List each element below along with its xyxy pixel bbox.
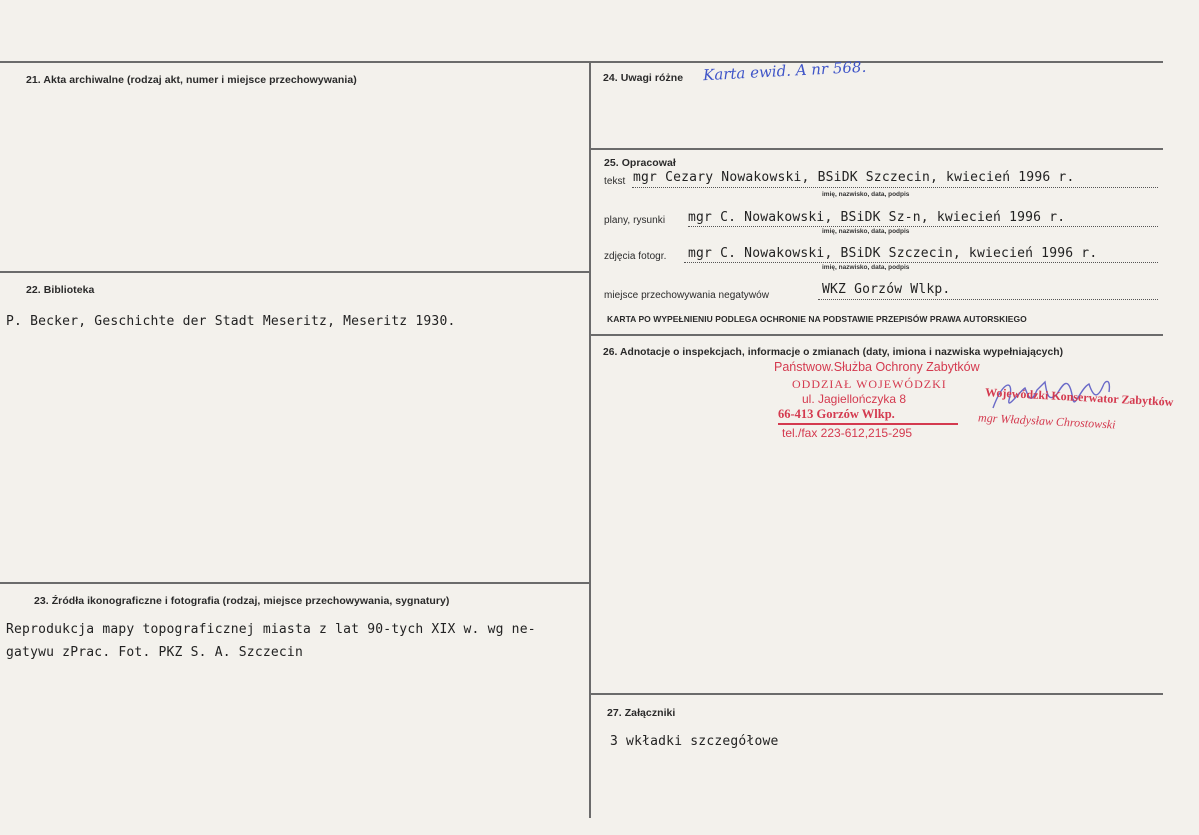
office-stamp — [766, 360, 980, 440]
office-stamp-line4: 66-413 Gorzów Wlkp. — [778, 407, 895, 421]
office-stamp-rule — [778, 423, 958, 425]
top-rule — [0, 61, 1163, 63]
center-divider — [589, 61, 591, 818]
plany-dotline — [688, 226, 1158, 227]
section-23-line1: Reprodukcja mapy topograficznej miasta z lat 90-tych XIX w. wg ne- — [6, 622, 536, 637]
negatywy-label: miejsce przechowywania negatywów — [604, 290, 770, 301]
conservator-stamp-title: Wojewódzki Konserwator Zabytków — [984, 385, 1174, 409]
rule-22-23 — [0, 582, 590, 584]
section-27-label: 27. Załączniki — [607, 707, 676, 719]
rule-24-25 — [590, 148, 1163, 150]
plany-hint: imię, nazwisko, data, podpis — [822, 228, 910, 235]
zdjecia-dotline — [684, 262, 1158, 263]
section-24-label: 24. Uwagi różne — [603, 72, 684, 84]
copyright-note: KARTA PO WYPEŁNIENIU PODLEGA OCHRONIE NA PODSTAWIE PRZEPISÓW PRAWA AUTORSKIEGO — [607, 314, 1027, 324]
tekst-dotline — [632, 187, 1158, 188]
plany-label: plany, rysunki — [604, 215, 666, 226]
tekst-label: tekst — [604, 176, 626, 187]
rule-26-27 — [590, 693, 1163, 695]
zdjecia-label: zdjęcia fotogr. — [604, 251, 667, 262]
section-23-label: 23. Źródła ikonograficzne i fotografia (rodzaj, miejsce przechowywania, sygnatury) — [34, 595, 450, 607]
section-25-label: 25. Opracował — [604, 157, 676, 169]
rule-21-22 — [0, 271, 590, 273]
office-stamp-line5: tel./fax 223-612,215-295 — [782, 426, 913, 440]
office-stamp-line3: ul. Jagiellończyka 8 — [802, 392, 907, 406]
office-stamp-line2: ODDZIAŁ WOJEWÓDZKI — [792, 377, 947, 391]
tekst-value: mgr Cezary Nowakowski, BSiDK Szczecin, kwiecień 1996 r. — [633, 170, 1075, 185]
section-24-handwritten-note: Karta ewid. A nr 568. — [702, 57, 867, 85]
section-22-content: P. Becker, Geschichte der Stadt Meseritz, Meseritz 1930. — [6, 314, 456, 329]
tekst-hint: imię, nazwisko, data, podpis — [822, 191, 910, 198]
section-23-line2: gatywu zPrac. Fot. PKZ S. A. Szczecin — [6, 645, 303, 660]
section-21-label: 21. Akta archiwalne (rodzaj akt, numer i miejsce przechowywania) — [26, 74, 357, 86]
rule-25-26 — [590, 334, 1163, 336]
conservator-stamp-name: mgr Władysław Chrostowski — [977, 410, 1116, 432]
zdjecia-hint: imię, nazwisko, data, podpis — [822, 264, 910, 271]
section-27-content: 3 wkładki szczegółowe — [610, 734, 779, 749]
zdjecia-value: mgr C. Nowakowski, BSiDK Szczecin, kwiecień 1996 r. — [688, 246, 1098, 261]
negatywy-dotline — [818, 299, 1158, 300]
section-26-label: 26. Adnotacje o inspekcjach, informacje o zmianach (daty, imiona i nazwiska wypełniających) — [603, 347, 1064, 358]
negatywy-value: WKZ Gorzów Wlkp. — [822, 282, 951, 297]
section-22-label: 22. Biblioteka — [26, 284, 95, 296]
office-stamp-line1: Państwow.Służba Ochrony Zabytków — [774, 360, 980, 374]
plany-value: mgr C. Nowakowski, BSiDK Sz-n, kwiecień 1996 r. — [688, 210, 1066, 225]
